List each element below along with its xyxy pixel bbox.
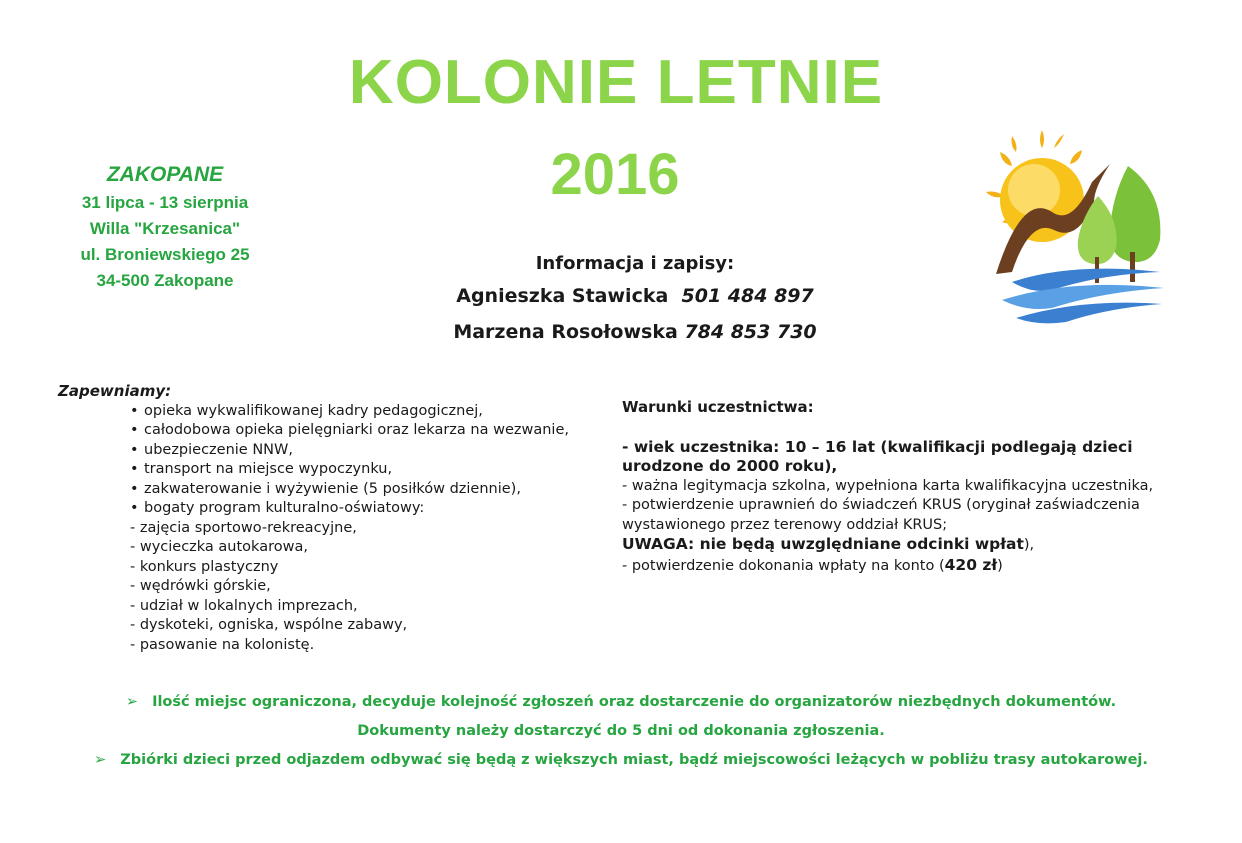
note-item: ➢ Zbiórki dzieci przed odjazdem odbywać się będą z większych miast, bądź miejscowości leżących w pobliżu trasy autokarowej.	[94, 752, 1148, 768]
tree-shape	[1110, 166, 1161, 262]
arrow-icon: ➢	[94, 752, 107, 768]
program-item: - zajęcia sportowo-rekreacyjne,	[130, 519, 357, 536]
location-street: ul. Broniewskiego 25	[80, 245, 250, 264]
note-item: Dokumenty należy dostarczyć do 5 dni od dokonania zgłoszenia.	[357, 723, 885, 739]
location-villa: Willa "Krzesanica"	[89, 219, 241, 238]
arrow-icon: ➢	[125, 694, 139, 710]
program-list	[58, 519, 618, 656]
condition-krus: - potwierdzenie uprawnień do świadczeń KRUS (oryginał zaświadczenia wystawionego przez terenowy oddział KRUS;	[622, 497, 1140, 533]
conditions-heading: Warunki uczestnictwa:	[622, 398, 814, 416]
contact-heading: Informacja i zapisy:	[535, 253, 735, 274]
bullet-icon: •	[130, 480, 139, 497]
note-item: ➢ Ilość miejsc ograniczona, decyduje kolejność zgłoszeń oraz dostarczenie do organizatorów niezbędnych dokumentów.	[125, 694, 1117, 710]
list-item: • całodobowa opieka pielęgniarki oraz lekarza na wezwanie,	[130, 421, 618, 441]
list-item: • opieka wykwalifikowanej kadry pedagogicznej,	[130, 402, 618, 422]
list-item: • transport na miejsce wypoczynku,	[130, 460, 618, 480]
bullet-icon: •	[130, 402, 139, 419]
condition-age: - wiek uczestnika: 10 – 16 lat (kwalifikacji podlegają dzieci urodzone do 2000 roku),	[622, 437, 1133, 475]
program-item: - dyskoteki, ogniska, wspólne zabawy,	[130, 617, 408, 633]
page-year: 2016	[550, 142, 680, 207]
condition-payment: - potwierdzenie dokonania wpłaty na konto (420 zł)	[622, 555, 1003, 574]
contact-name: Marzena Rosołowska	[453, 321, 678, 343]
offer-list	[58, 402, 618, 519]
location-block	[40, 160, 290, 294]
location-dates: 31 lipca - 13 sierpnia	[81, 193, 249, 212]
program-item: - konkurs plastyczny	[130, 558, 279, 575]
condition-warning: UWAGA: nie będą uwzględniane odcinki wpłat),	[622, 535, 1035, 553]
program-item: - wycieczka autokarowa,	[130, 539, 308, 555]
payment-amount: 420 zł	[944, 555, 998, 574]
contact-name: Agnieszka Stawicka	[456, 285, 669, 307]
program-item: - pasowanie na kolonistę.	[130, 636, 315, 653]
contact-phone[interactable]: 784 853 730	[684, 321, 817, 343]
notes-section	[0, 688, 1242, 775]
contact-phone[interactable]: 501 484 897	[681, 285, 814, 307]
logo-icon	[982, 122, 1167, 327]
list-item: • ubezpieczenie NNW,	[130, 441, 618, 461]
conditions-section	[622, 398, 1162, 576]
list-item: • zakwaterowanie i wyżywienie (5 posiłków dziennie),	[130, 480, 618, 500]
program-item: - udział w lokalnych imprezach,	[130, 597, 358, 614]
page-title: KOLONIE LETNIE	[348, 48, 884, 117]
program-item: - wędrówki górskie,	[130, 578, 271, 594]
location-city: ZAKOPANE	[106, 163, 224, 186]
bullet-icon: •	[130, 422, 139, 438]
contact-person	[420, 314, 850, 350]
location-postal: 34-500 Zakopane	[96, 271, 234, 290]
bullet-icon: •	[130, 441, 139, 458]
condition-docs: - ważna legitymacja szkolna, wypełniona karta kwalifikacyjna uczestnika,	[622, 477, 1154, 494]
contact-person	[420, 278, 850, 314]
bullet-icon: •	[130, 500, 139, 516]
bullet-icon: •	[130, 461, 139, 477]
list-item: • bogaty program kulturalno-oświatowy:	[130, 499, 618, 519]
contact-block	[420, 250, 850, 350]
offer-heading: Zapewniamy:	[58, 382, 172, 400]
offer-section	[58, 382, 618, 655]
